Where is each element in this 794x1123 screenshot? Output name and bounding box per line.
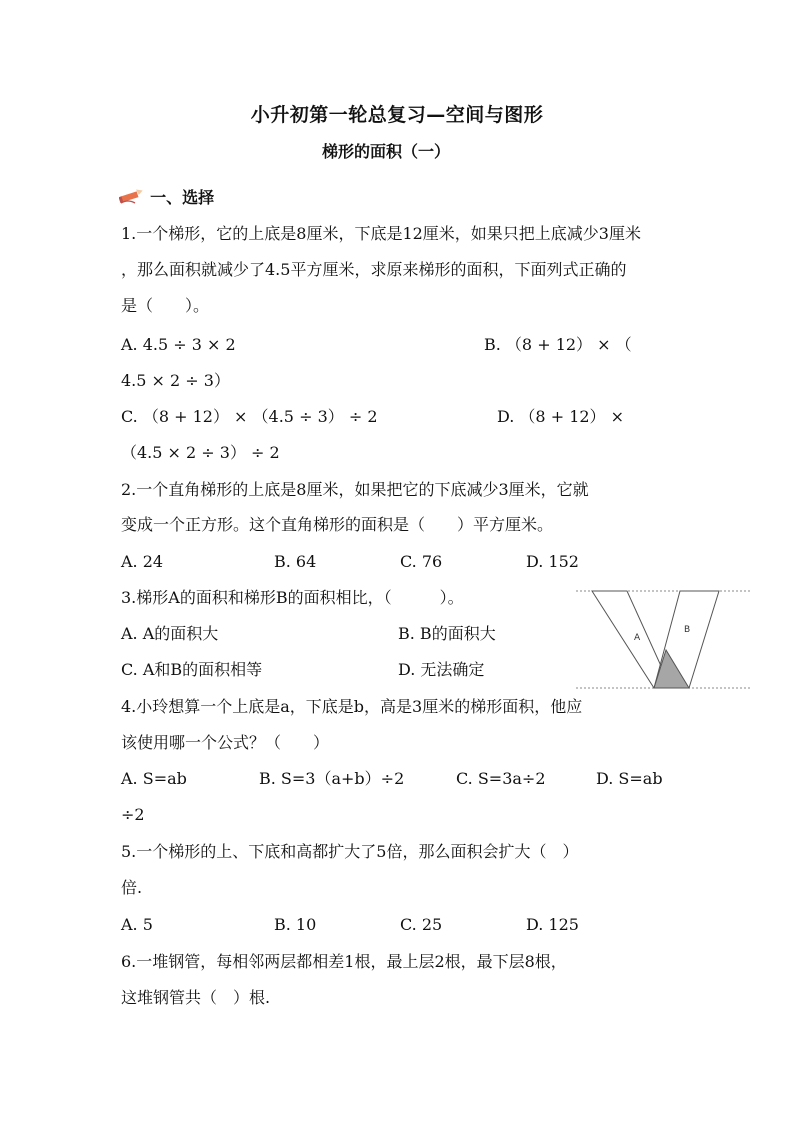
question-text: 是（ ）。 — [121, 296, 210, 315]
option-b: B. S=3（a+b）÷2 — [259, 769, 405, 788]
option-b: B. 64 — [274, 552, 317, 571]
label-b: B — [684, 625, 691, 635]
question-text: 这堆钢管共（ ）根. — [121, 988, 271, 1007]
question-text: 6.一堆钢管，每相邻两层都相差1根，最上层2根，最下层8根， — [121, 952, 567, 971]
page-subtitle: 梯形的面积（一） — [322, 142, 451, 161]
question-text: 2.一个直角梯形的上底是8厘米，如果把它的下底减少3厘米，它就 — [121, 480, 589, 499]
option-d: D. （8 + 12） × — [497, 407, 625, 426]
option-d: D. 152 — [526, 552, 579, 571]
section-heading — [119, 185, 214, 209]
question-text: ，那么面积就减少了4.5平方厘米，求原来梯形的面积，下面列式正确的 — [121, 260, 627, 279]
option-d: D. 无法确定 — [398, 660, 485, 679]
option-c: C. S=3a÷2 — [456, 769, 546, 788]
label-a: A — [634, 633, 641, 643]
trapezoid-figure — [576, 586, 756, 692]
question-text: 1.一个梯形，它的上底是8厘米，下底是12厘米，如果只把上底减少3厘米 — [121, 224, 641, 243]
question-text: 该使用哪一个公式？（ ） — [121, 733, 330, 752]
option-b-continued: 4.5 × 2 ÷ 3） — [121, 371, 230, 390]
question-text: 倍. — [121, 878, 143, 897]
option-a: A. 24 — [121, 552, 164, 571]
page-title: 小升初第一轮总复习—空间与图形 — [250, 104, 544, 126]
option-d-continued: （4.5 × 2 ÷ 3） ÷ 2 — [121, 443, 280, 462]
option-c: C. 25 — [400, 915, 443, 934]
option-a: A. 4.5 ÷ 3 × 2 — [121, 335, 236, 354]
option-a: A. 5 — [121, 915, 153, 934]
option-a: A. S=ab — [121, 769, 187, 788]
option-b: B. 10 — [274, 915, 317, 934]
option-d-continued: ÷2 — [121, 805, 145, 824]
question-text: 5.一个梯形的上、下底和高都扩大了5倍，那么面积会扩大（ ） — [121, 842, 579, 861]
option-c: C. （8 + 12） × （4.5 ÷ 3） ÷ 2 — [121, 407, 378, 426]
option-d: D. 125 — [526, 915, 579, 934]
question-text: 3.梯形A的面积和梯形B的面积相比，（ ）。 — [121, 588, 464, 607]
option-c: C. 76 — [400, 552, 443, 571]
option-c: C. A和B的面积相等 — [121, 660, 263, 679]
option-a: A. A的面积大 — [121, 624, 219, 643]
section-label: 一、选择 — [150, 188, 215, 207]
pencil-icon — [119, 189, 145, 209]
option-d: D. S=ab — [596, 769, 663, 788]
option-b: B. B的面积大 — [398, 624, 496, 643]
question-text: 变成一个正方形。这个直角梯形的面积是（ ）平方厘米。 — [121, 515, 554, 534]
question-text: 4.小玲想算一个上底是a，下底是b，高是3厘米的梯形面积，他应 — [121, 697, 583, 716]
option-b: B. （8 + 12） × （ — [484, 335, 632, 354]
